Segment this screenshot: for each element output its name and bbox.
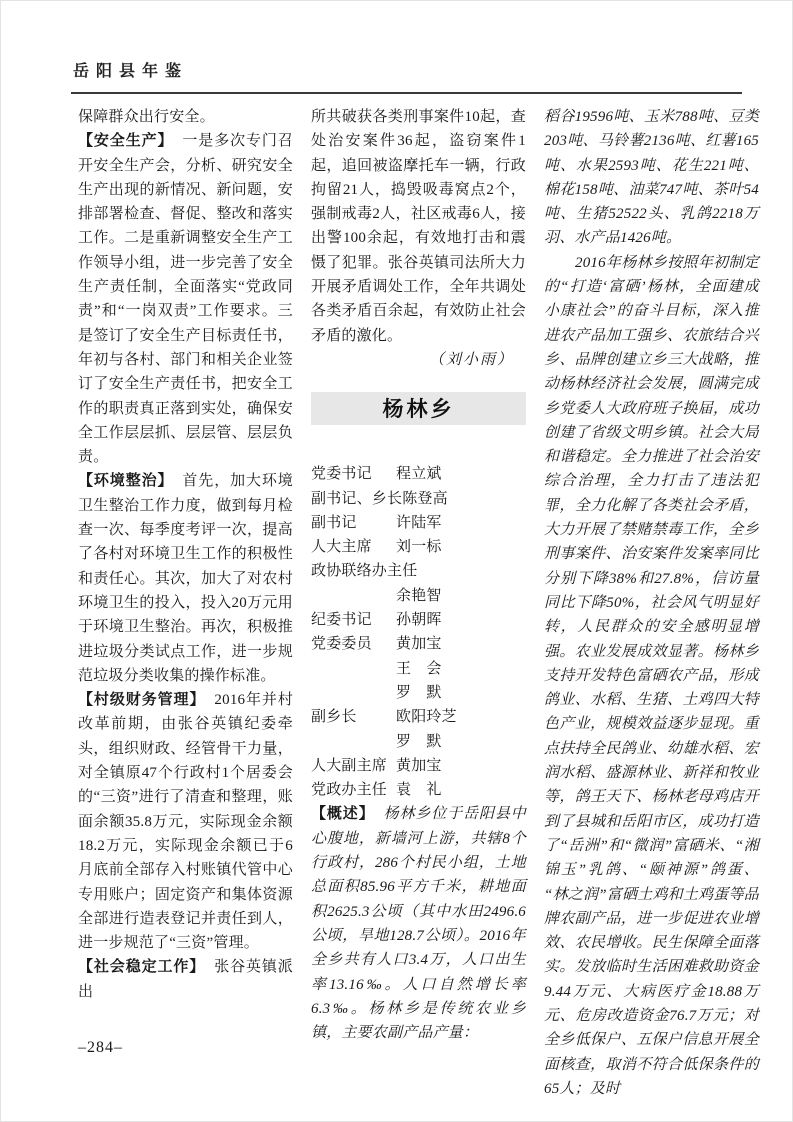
roster-row <box>311 608 526 632</box>
roster-post <box>311 584 396 608</box>
continuation-paragraph: 保障群众出行安全。 <box>78 109 215 125</box>
officials-roster <box>311 462 526 802</box>
roster-row <box>311 754 526 778</box>
author-signature: （刘小雨） <box>428 351 514 368</box>
text-column-3 <box>544 105 759 1101</box>
text-columns <box>78 105 759 1101</box>
roster-name: 程立斌 <box>396 466 442 483</box>
roster-row <box>311 681 526 705</box>
header-rule <box>71 92 742 94</box>
roster-row <box>311 535 526 559</box>
roster-name: 罗 默 <box>396 684 442 701</box>
entry-body: 2016年并村改革前期，由张谷英镇纪委牵头，组织财政、经管骨干力量，对全镇原47个行政村1个居委会的“三资”进行了清查和整理，账面余额35.8万元，实际现金余额18.2万元，实际现金余额已于6月底前全部存入村账镇代管中心专用账户；固定资产和集体资源全部进行造表登记并责任到人，进一步规范了“三资”管理。 <box>78 692 293 952</box>
roster-row <box>311 632 526 656</box>
body-paragraph: 2016年杨林乡按照年初制定的“打造‘富硒’杨林，全面建成小康社会”的奋斗目标，深入推进农产品加工强乡、农旅结合兴乡、品牌创建立乡三大战略，推动杨林经济社会发展，圆满完成乡党委人大政府班子换届，成功创建了省级文明乡镇。社会大局和谐稳定。全力推进了社会治安综合治理，全力打击了违法犯罪，全力化解了各类社会矛盾，大力开展了禁赌禁毒工作，全乡刑事案件、治安案件发案率同比分别下降38%和27.8%，信访量同比下降50%，社会风气明显好转，人民群众的安全感明显增强。农业发展成效显著。杨林乡支持开发特色富硒农产品，形成鸽业、水稻、生猪、土鸡四大特色产业，规模效益逐步显现。重点扶持全民鸽业、幼雄水稻、宏润水稻、盛源林业、新祥和牧业等，鸽王天下、杨林老母鸡店开到了县城和岳阳市区，成功打造了“岳洲”和“微润”富硒米、“湘锦玉”乳鸽、“颐神源”鸽蛋、“林之润”富硒土鸡和土鸡蛋等品牌农副产品，进一步促进农业增效、农民增收。民生保障全面落实。发放临时生活困难救助资金9.44万元、大病医疗金18.88万元、危房改造资金76.7万元；对全乡低保户、五保户信息开展全面核查，取消不符合低保条件的65人；及时 <box>544 254 759 1097</box>
roster-row <box>311 730 526 754</box>
entry-village-finance <box>78 688 293 955</box>
roster-post: 政协联络办主任 <box>311 563 418 580</box>
roster-post: 党委书记 <box>311 466 372 483</box>
page-number: –284– <box>78 1039 123 1056</box>
roster-name: 余艳智 <box>396 587 442 604</box>
entry-overview <box>311 802 526 1045</box>
roster-name: 陈登高 <box>402 490 448 507</box>
roster-name: 许陆军 <box>396 514 442 531</box>
entry-heading: 【概述】 <box>311 805 375 823</box>
roster-row <box>311 657 526 681</box>
continuation-paragraph: 所共破获各类刑事案件10起，查处治安案件36起，盗窃案件1起，追回被盗摩托车一辆，行政拘留21人，捣毁吸毒窝点2个，强制戒毒2人，社区戒毒6人，接出警100余起，有效地打击和震慑了犯罪。张谷英镇司法所大力开展矛盾调处工作，全年共调处各类矛盾百余起，有效防止社会矛盾的激化。 <box>311 109 526 344</box>
roster-post: 纪委书记 <box>311 612 372 629</box>
roster-post <box>311 657 396 681</box>
roster-row <box>311 584 526 608</box>
entry-heading: 【社会稳定工作】 <box>78 958 206 976</box>
roster-post: 副书记 <box>311 514 357 531</box>
roster-name: 袁 礼 <box>396 782 442 799</box>
entry-body: 首先，加大环境卫生整治工作力度，做到每月检查一次、每季度考评一次，提高了各村对环境卫生工作的积极性和责任心。其次，加大了对农村环境卫生的投入，投入20万元用于环境卫生整治。再次，积极推进垃圾分类试点工作，进一步规范垃圾分类收集的操作标准。 <box>78 473 294 684</box>
entry-body: 张谷英镇派出 <box>78 959 293 1000</box>
roster-post: 人大主席 <box>311 539 372 556</box>
page-title: 岳阳县年鉴 <box>73 63 189 80</box>
entry-heading: 【环境整治】 <box>78 472 174 490</box>
entry-body: 一是多次专门召开安全生产会，分析、研究安全生产出现的新情况、新问题，安排部署检查、督促、整改和落实工作。二是重新调整安全生产工作领导小组，进一步完善了安全生产责任制，全面落实“党政同责”和“一岗双责”工作要求。三是签订了安全生产目标责任书，年初与各村、部门和相关企业签订了安全生产责任书，把安全工作的职责真正落到实处，确保安全工作层层抓、层层管、层层负责。 <box>78 133 294 466</box>
entry-heading: 【安全生产】 <box>78 132 174 150</box>
text-column-2 <box>311 105 526 1101</box>
roster-post: 党委委员 <box>311 636 372 653</box>
entry-safety-production <box>78 129 293 469</box>
roster-post: 副乡长 <box>311 709 357 726</box>
roster-post <box>311 681 396 705</box>
roster-row <box>311 778 526 802</box>
roster-name: 孙朝晖 <box>396 612 442 629</box>
roster-name: 刘一标 <box>396 539 442 556</box>
roster-name: 黄加宝 <box>396 636 442 653</box>
roster-row <box>311 705 526 729</box>
roster-name: 欧阳玲芝 <box>396 709 457 726</box>
section-title: 杨林乡 <box>382 396 455 421</box>
roster-post: 副书记、乡长 <box>311 490 403 507</box>
section-header-box <box>311 392 526 425</box>
roster-post: 党政办主任 <box>311 782 388 799</box>
text-column-1 <box>78 105 293 1101</box>
roster-name: 罗 默 <box>396 733 442 750</box>
roster-row <box>311 487 526 511</box>
roster-name: 黄加宝 <box>396 757 442 774</box>
entry-body: 杨林乡位于岳阳县中心腹地，新墙河上游，共辖8个行政村，286个村民小组，土地总面积85.96平方千米，耕地面积2625.3公顷（其中水田2496.6公顷，旱地128.7公顷）。2016年全乡共有人口3.4万，人口出生率13.16‰。人口自然增长率6.3‰。杨林乡是传统农业乡镇，主要农副产品产量： <box>311 806 526 1042</box>
roster-row <box>311 559 526 583</box>
roster-row <box>311 511 526 535</box>
entry-social-stability <box>78 955 293 1004</box>
roster-name: 王 会 <box>396 660 442 677</box>
entry-heading: 【村级财务管理】 <box>78 691 206 709</box>
roster-row <box>311 462 526 486</box>
roster-post: 人大副主席 <box>311 757 388 774</box>
continuation-paragraph: 稻谷19596吨、玉米788吨、豆类203吨、马铃薯2136吨、红薯165吨、水果2593吨、花生221吨、棉花158吨、油菜747吨、茶叶54吨、生猪52522头、乳鸽2218万羽、水产品1426吨。 <box>544 109 759 247</box>
entry-environment <box>78 469 293 688</box>
roster-post <box>311 730 396 754</box>
